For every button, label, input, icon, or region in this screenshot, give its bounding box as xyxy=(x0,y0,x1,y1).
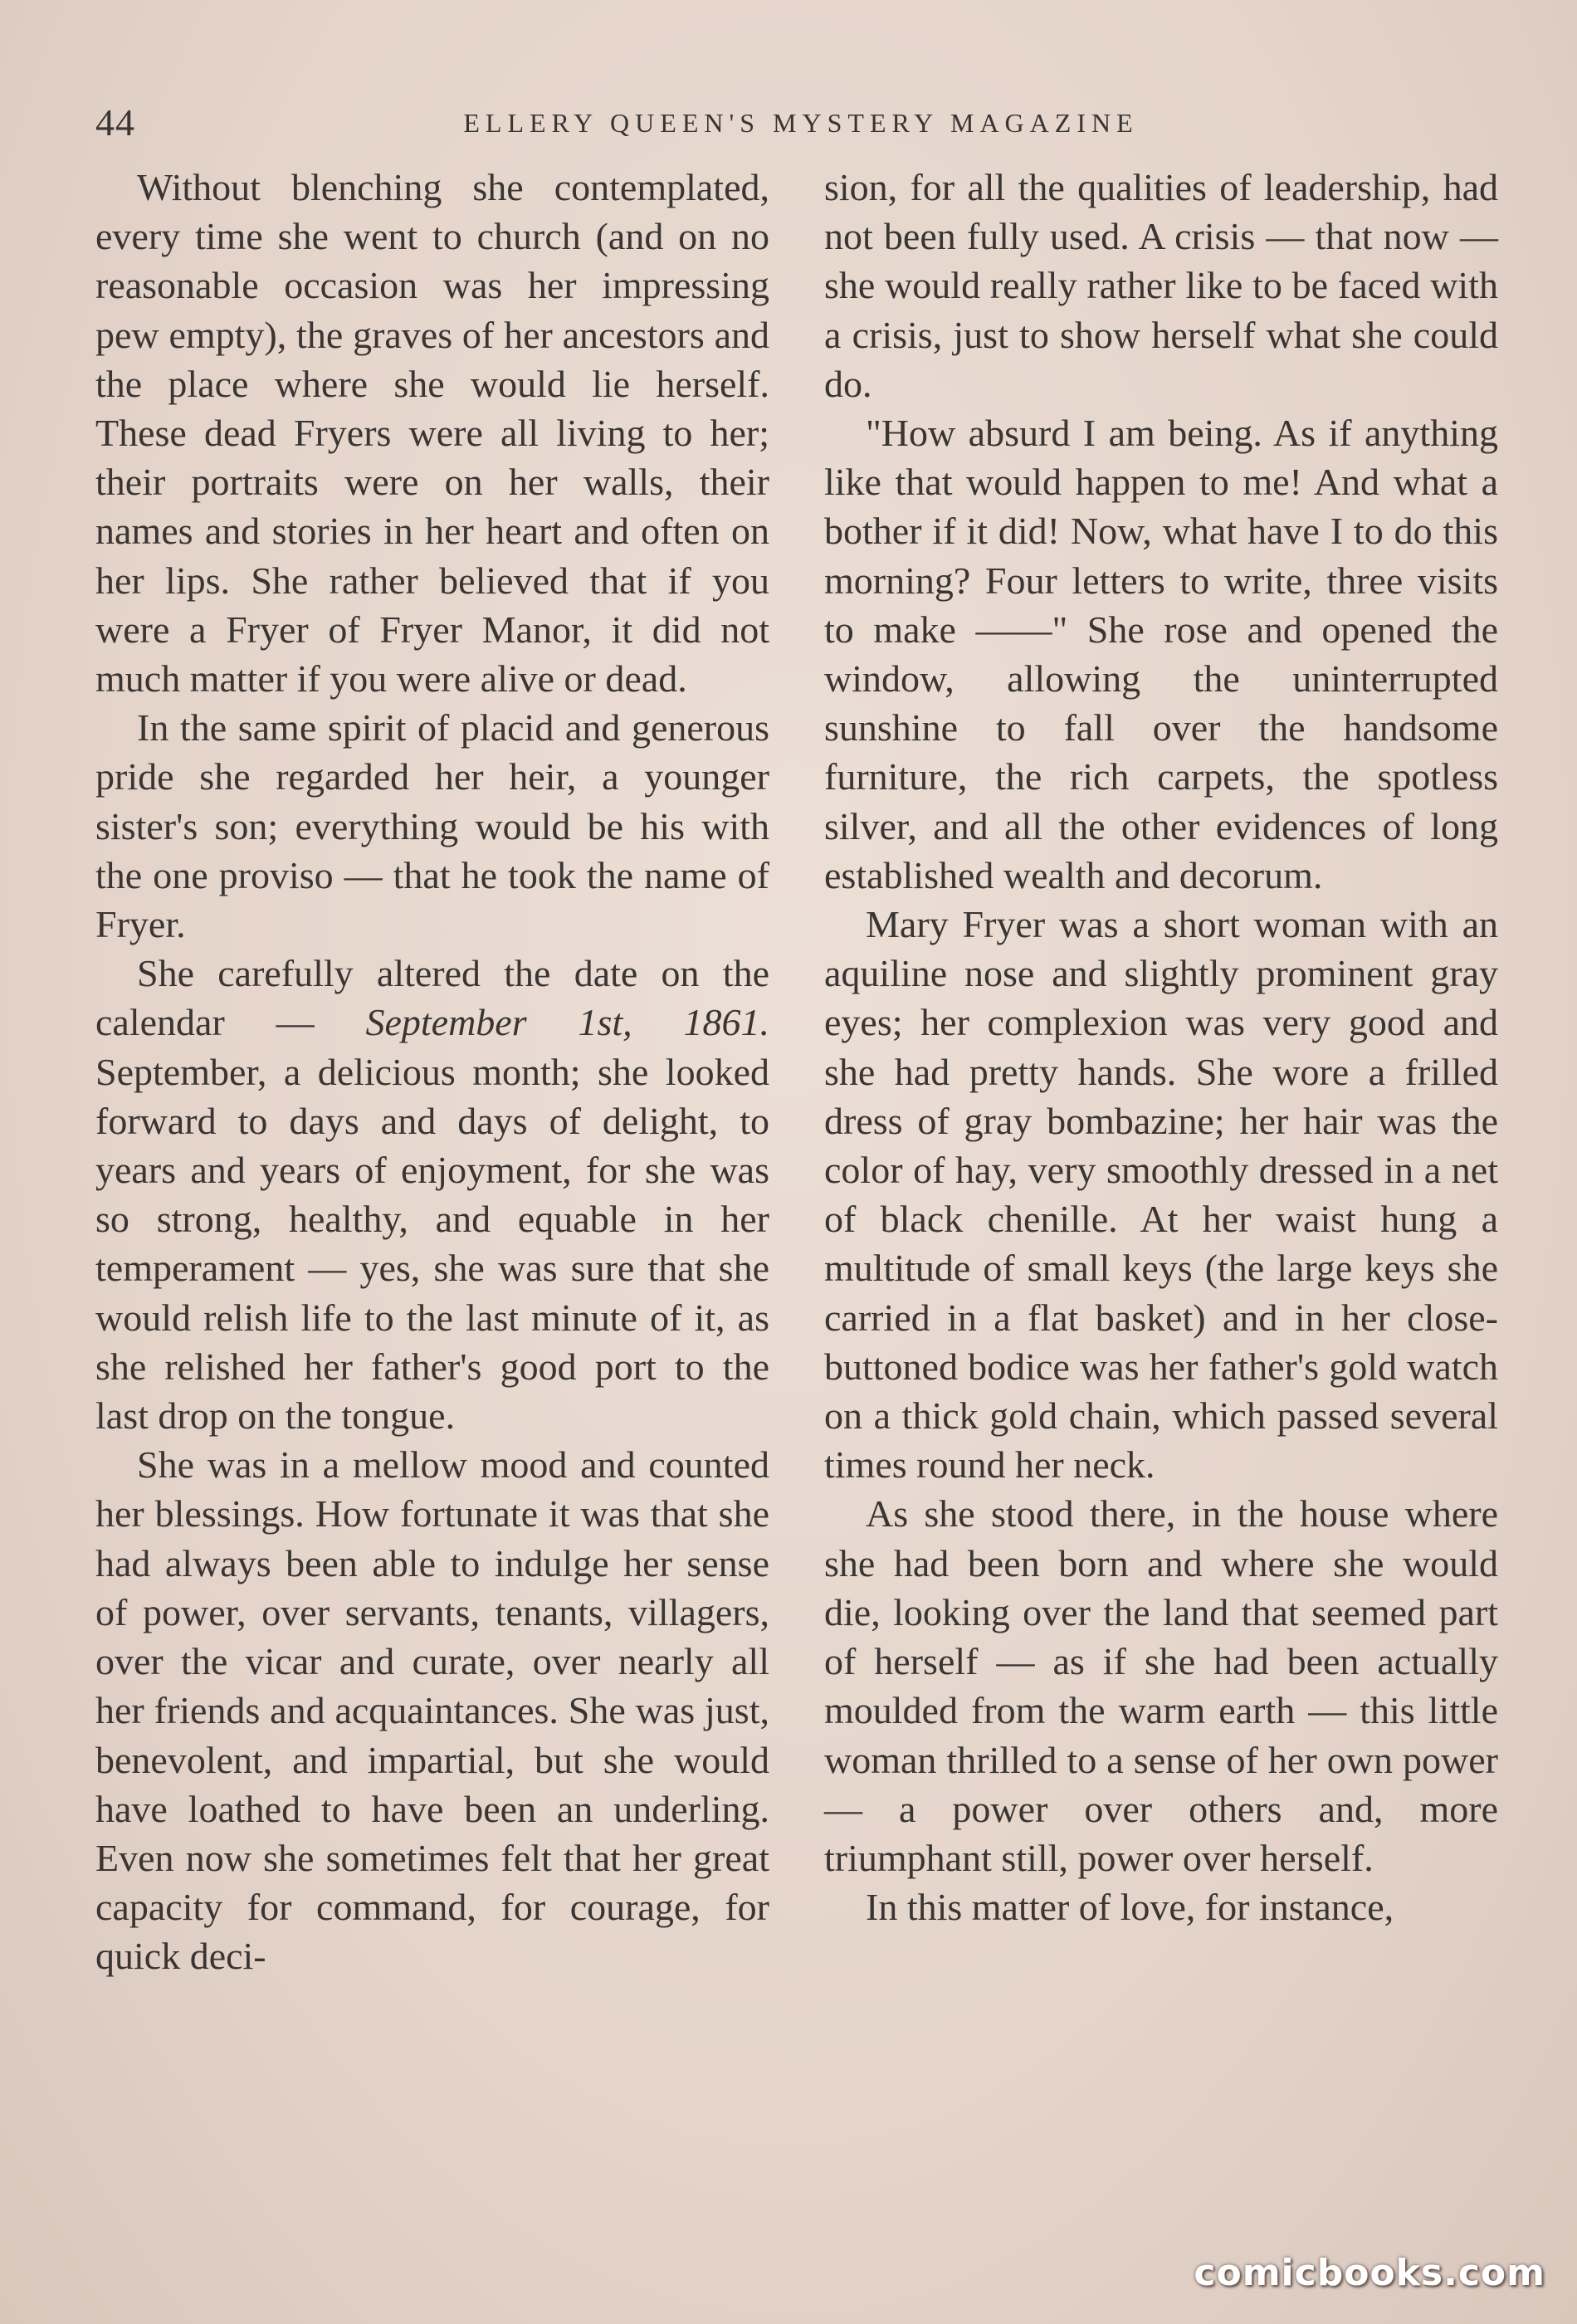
paragraph-text: She carefully altered the date on the calendar — xyxy=(95,952,769,1044)
paragraph: In the same spirit of placid and generous pride she regarded her heir, a younger sister's son; everything would be his with the one proviso — that he took the name of Fryer. xyxy=(95,706,769,946)
running-title: ELLERY QUEEN'S MYSTERY MAGAZINE xyxy=(463,108,1139,138)
paragraph: Without blenching she contemplated, every time she went to church (and on no reasonable occasion was her impressing pew empty), the graves of her ancestors and the place where she would lie herself. These dead Fryers were all living to her; their portraits were on her walls, their names and stories in her heart and often on her lips. She rather believed that if you were a Fryer of Fryer Manor, it did not much matter if you were alive or dead. xyxy=(95,166,769,701)
paragraph: As she stood there, in the house where she had been born and where she would die, looking over the land that seemed part of herself — as if she had been actually moulded from the warm earth — this little woman thrilled to a sense of her own power — a power over others and, more triumphant still, power over herself. xyxy=(824,1492,1498,1879)
left-column xyxy=(95,163,769,1981)
calendar-date: September 1st, 1861. xyxy=(365,1001,769,1044)
paragraph: "How absurd I am being. As if anything like that would happen to me! And what a bother if it did! Now, what have I to do this morning? Four letters to write, three visits to make ——" She rose and opened the window, allowing the uninterrupted sunshine to fall over the handsome furniture, the rich carpets, the spotless silver, and all the other evidences of long established wealth and decorum. xyxy=(824,412,1498,896)
paragraph: sion, for all the qualities of leadership, had not been fully used. A crisis — that now — she would really rather like to be faced with a crisis, just to show herself what she could do. xyxy=(824,166,1498,405)
paragraph: Mary Fryer was a short woman with an aquiline nose and slightly prominent gray eyes; her complexion was very good and she had pretty hands. She wore a frilled dress of gray bombazine; her hair was the color of hay, very smoothly dressed in a net of black chenille. At her waist hung a multitude of small keys (the large keys she carried in a flat basket) and in her close-buttoned bodice was her father's gold watch on a thick gold chain, which passed several times round her neck. xyxy=(824,903,1498,1487)
paragraph-text: September, a delicious month; she looked forward to days and days of delight, to years and years of enjoyment, for she was so strong, healthy, and equable in her temperament — yes, she was sure that she would relish life to the last minute of it, as she relished her father's good port to the last drop on the tongue. xyxy=(95,1050,769,1438)
right-column xyxy=(824,163,1498,1931)
paragraph: She was in a mellow mood and counted her blessings. How fortunate it was that she had always been able to indulge her sense of power, over servants, tenants, villagers, over the vicar and curate, over nearly all her friends and acquaintances. She was just, benevolent, and impartial, but she would have loathed to have been an underling. Even now she sometimes felt that her great capacity for command, for courage, for quick deci- xyxy=(95,1443,769,1978)
paragraph: In this matter of love, for instance, xyxy=(866,1886,1394,1929)
page-header xyxy=(95,98,1506,148)
watermark: comicbooks.com xyxy=(1194,2252,1545,2294)
paragraph xyxy=(95,949,769,1440)
page-number: 44 xyxy=(95,101,135,144)
